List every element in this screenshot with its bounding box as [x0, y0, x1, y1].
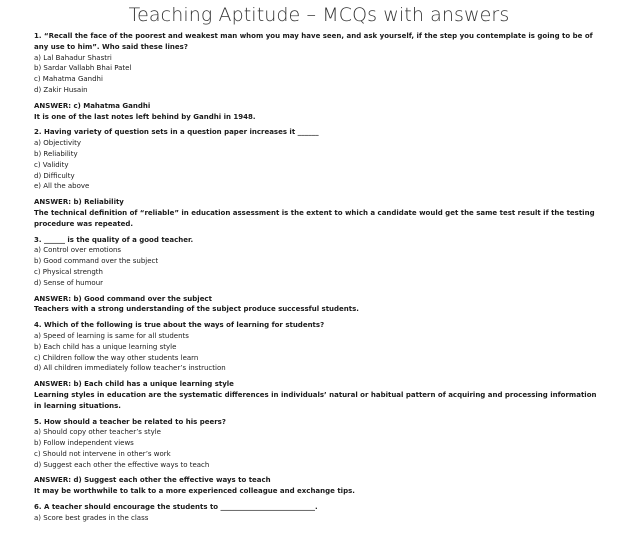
page-title: Teaching Aptitude – MCQs with answers — [128, 4, 510, 26]
answer-option: b) Sardar Vallabh Bhai Patel — [34, 64, 132, 73]
answer-option: a) Lal Bahadur Shastri — [34, 53, 112, 62]
question-block — [34, 417, 606, 498]
answer-line: ANSWER: b) Reliability — [34, 198, 124, 207]
answer-line: ANSWER: c) Mahatma Gandhi — [34, 101, 151, 110]
answer-option: c) Mahatma Gandhi — [34, 75, 103, 84]
answer-explanation: The technical definition of “reliable” in education assessment is the extent to which a candidate would get the same test result if the testing procedure was repeated. — [34, 208, 595, 228]
question-text: 4. Which of the following is true about the ways of learning for students? — [34, 321, 325, 330]
answer-option: a) Score best grades in the class — [34, 513, 149, 522]
question-block — [34, 31, 606, 122]
question-text: 6. A teacher should encourage the students to ___________________________. — [34, 503, 318, 512]
answer-explanation: Learning styles in education are the systematic differences in individuals’ natural or habitual pattern of acquiring and processing information in learning situations. — [34, 390, 597, 410]
document-page — [0, 2, 638, 537]
answer-option: b) Good command over the subject — [34, 257, 159, 266]
answer-option: a) Control over emotions — [34, 246, 122, 255]
answer-option: d) Difficulty — [34, 171, 75, 180]
mcq-list — [34, 31, 606, 522]
answer-option: c) Should not intervene in other’s work — [34, 449, 171, 458]
answer-line: ANSWER: b) Good command over the subject — [34, 294, 212, 303]
answer-option: b) Each child has a unique learning style — [34, 342, 177, 351]
question-text: 1. “Recall the face of the poorest and weakest man whom you may have seen, and ask yourself, if the step you contemplate is going to be of any use to him”. Who said these lines? — [34, 32, 593, 51]
question-block — [34, 502, 606, 524]
question-block — [34, 235, 606, 316]
answer-explanation: It is one of the last notes left behind by Gandhi in 1948. — [34, 112, 256, 121]
answer-option: a) Objectivity — [34, 139, 81, 148]
answer-option: c) Children follow the way other students learn — [34, 353, 199, 362]
answer-option: d) All children immediately follow teacher’s instruction — [34, 364, 226, 373]
answer-option: a) Speed of learning is same for all students — [34, 331, 189, 340]
question-block — [34, 320, 606, 411]
answer-option: e) All the above — [34, 182, 90, 191]
answer-explanation: Teachers with a strong understanding of the subject produce successful students. — [34, 305, 359, 314]
answer-explanation: It may be worthwhile to talk to a more experienced colleague and exchange tips. — [34, 487, 355, 496]
answer-option: d) Zakir Husain — [34, 85, 88, 94]
answer-line: ANSWER: d) Suggest each other the effective ways to teach — [34, 476, 271, 485]
answer-option: b) Follow independent views — [34, 439, 134, 448]
answer-option: a) Should copy other teacher’s style — [34, 428, 161, 437]
answer-option: b) Reliability — [34, 149, 78, 158]
question-text: 5. How should a teacher be related to his peers? — [34, 417, 226, 426]
question-block — [34, 127, 606, 229]
question-text: 2. Having variety of question sets in a question paper increases it ______ — [34, 128, 319, 137]
answer-option: c) Physical strength — [34, 267, 103, 276]
answer-option: d) Sense of humour — [34, 278, 104, 287]
answer-option: d) Suggest each other the effective ways to teach — [34, 460, 210, 469]
answer-option: c) Validity — [34, 160, 69, 169]
answer-line: ANSWER: b) Each child has a unique learning style — [34, 380, 234, 389]
question-text: 3. ______ is the quality of a good teacher. — [34, 235, 194, 244]
